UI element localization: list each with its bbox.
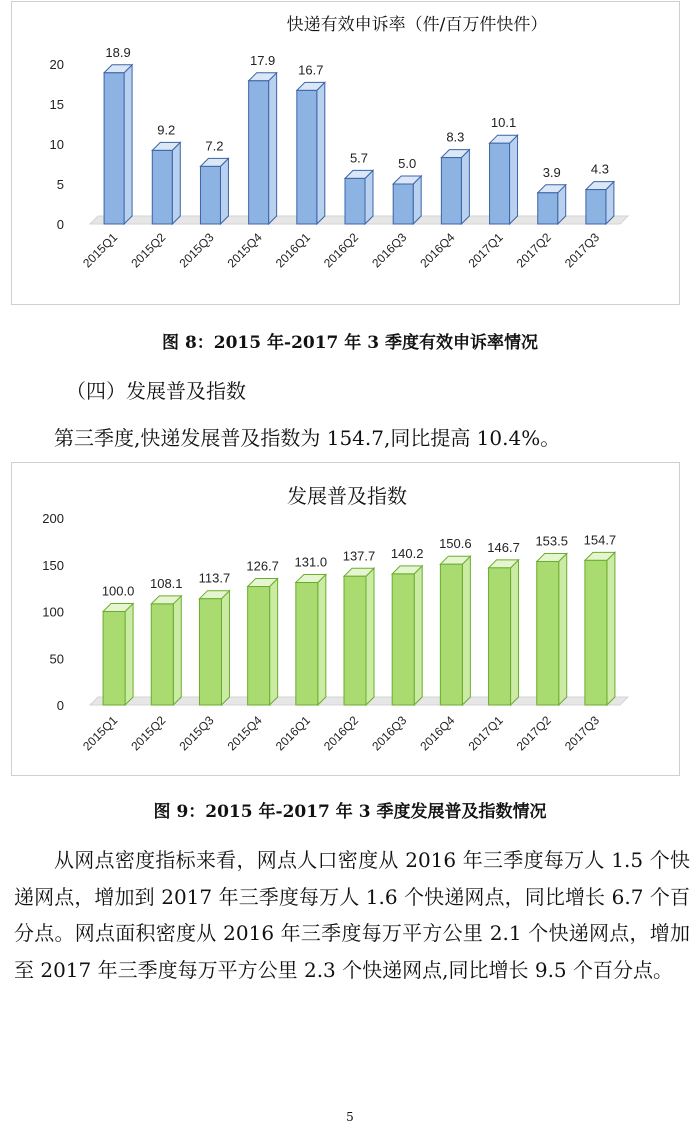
bar-2015Q1 [104, 65, 132, 224]
y-tick-label: 100 [42, 604, 64, 620]
x-tick-label: 2015Q3 [176, 713, 217, 754]
bar-front [297, 90, 317, 224]
x-tick-label: 2016Q2 [321, 230, 362, 271]
data-label: 108.1 [149, 575, 183, 591]
x-tick-label: 2015Q1 [80, 230, 121, 271]
bar-side [172, 142, 180, 224]
x-tick-label: 2015Q4 [224, 713, 265, 754]
x-tick-label: 2017Q3 [561, 230, 603, 271]
bar-front [538, 193, 558, 224]
bar-side [220, 158, 228, 224]
x-tick-label: 2016Q2 [321, 713, 362, 754]
bar-front [440, 564, 462, 705]
paragraph-network-density: 从网点密度指标来看，网点人口密度从 2016 年三季度每万人 1.5 个快递网点，增加到 2017 年三季度每万人 1.6 个快递网点，同比增长 6.7 个百分点。网点面积密度从 2016 年三季度每万平方公里 2.1 个快递网点，增加至 2017 年三季度每万平方公里 2.3 个快递网点,同比增长 9.5 个百分点。 [14, 848, 690, 982]
development-index-chart [11, 462, 680, 776]
bar-side [318, 575, 326, 705]
data-label: 16.7 [298, 62, 324, 78]
bar-front [249, 81, 269, 224]
bar-2015Q3 [199, 591, 229, 705]
x-tick-label: 2015Q4 [224, 230, 265, 271]
bar-2016Q4 [440, 556, 470, 705]
bar-2015Q4 [249, 73, 277, 224]
section-heading: （四）发展普及指数 [66, 379, 246, 403]
bar-side [125, 604, 133, 706]
data-label: 113.7 [198, 570, 231, 586]
complaint-rate-chart [11, 1, 680, 305]
figure-9-caption: 图 9：2015 年-2017 年 3 季度发展普及指数情况 [153, 802, 547, 822]
y-tick-label: 150 [42, 557, 64, 573]
bar-2016Q4 [441, 150, 469, 224]
bar-front [585, 560, 607, 705]
bar-front [537, 561, 559, 705]
x-tick-label: 2017Q3 [561, 713, 603, 754]
bar-front [200, 166, 220, 224]
bar-2017Q3 [586, 182, 614, 224]
bar-2015Q3 [200, 158, 228, 224]
data-label: 137.7 [342, 548, 376, 564]
bar-2017Q1 [490, 135, 518, 224]
page-number: 5 [346, 1110, 354, 1124]
x-tick-label: 2017Q1 [465, 713, 506, 754]
bar-front [103, 612, 125, 706]
x-tick-label: 2015Q2 [128, 230, 169, 271]
bar-2016Q3 [393, 176, 421, 224]
bar-2016Q1 [296, 575, 326, 705]
bar-front [152, 150, 172, 224]
bar-2016Q3 [392, 566, 422, 705]
bar-front [490, 143, 510, 224]
bar-side [461, 150, 469, 224]
bar-front [199, 599, 221, 705]
bar-side [317, 82, 325, 224]
bar-side [559, 553, 567, 705]
data-label: 5.7 [349, 150, 369, 166]
bar-front [248, 587, 270, 705]
x-tick-label: 2016Q1 [272, 713, 313, 754]
data-label: 150.6 [439, 536, 472, 552]
bar-side [462, 556, 470, 705]
x-tick-label: 2016Q4 [417, 230, 458, 271]
data-label: 140.2 [390, 545, 424, 561]
data-label: 7.2 [205, 138, 224, 154]
x-tick-label: 2016Q4 [417, 713, 458, 754]
bar-side [366, 568, 374, 705]
bar-front [586, 190, 606, 224]
bar-side [270, 579, 278, 705]
y-tick-label: 50 [49, 651, 64, 667]
complaint-rate-chart-svg [12, 2, 681, 306]
data-label: 146.7 [487, 539, 520, 555]
figure-8-caption: 图 8：2015 年-2017 年 3 季度有效申诉率情况 [162, 333, 538, 353]
bar-front [296, 583, 318, 705]
data-label: 10.1 [490, 115, 517, 131]
bar-side [269, 73, 277, 224]
bar-side [221, 591, 229, 705]
x-tick-label: 2017Q1 [465, 230, 506, 271]
development-index-chart-svg [12, 463, 681, 777]
data-label: 126.7 [246, 558, 279, 574]
paragraph-index-summary: 第三季度,快递发展普及指数为 154.7,同比提高 10.4%。 [54, 426, 561, 450]
chart-title: 快递有效申诉率（件/百万件快件） [286, 15, 548, 35]
bar-front [104, 73, 124, 224]
y-tick-label: 200 [42, 511, 64, 526]
bar-side [414, 566, 422, 705]
bar-2017Q2 [537, 553, 567, 705]
bar-side [510, 135, 518, 224]
bar-2015Q1 [103, 604, 133, 706]
bar-side [511, 560, 519, 705]
bar-2016Q1 [297, 82, 325, 224]
bar-side [173, 596, 181, 705]
bar-side [124, 65, 132, 224]
data-label: 131.0 [294, 554, 328, 570]
data-label: 4.3 [590, 161, 609, 177]
bar-2015Q2 [151, 596, 181, 705]
bar-2016Q2 [345, 170, 373, 224]
data-label: 17.9 [249, 52, 276, 68]
y-tick-label: 5 [56, 177, 64, 192]
bar-front [489, 568, 511, 705]
y-tick-label: 15 [49, 97, 64, 112]
bar-front [392, 574, 414, 705]
bar-2017Q2 [538, 185, 566, 224]
y-tick-label: 0 [56, 217, 64, 232]
chart-title: 发展普及指数 [287, 484, 407, 508]
x-tick-label: 2017Q2 [513, 713, 554, 754]
x-tick-label: 2017Q2 [513, 230, 554, 271]
x-tick-label: 2016Q3 [369, 230, 410, 271]
bar-2017Q1 [489, 560, 519, 705]
data-label: 18.9 [105, 44, 131, 60]
bar-front [441, 158, 461, 224]
bar-front [345, 178, 365, 224]
x-tick-label: 2015Q2 [128, 713, 169, 754]
y-tick-label: 10 [49, 137, 64, 152]
bar-2017Q3 [585, 552, 615, 705]
x-tick-label: 2015Q1 [80, 713, 121, 754]
data-label: 5.0 [398, 156, 417, 171]
bar-front [393, 184, 413, 224]
bar-2015Q2 [152, 142, 180, 224]
y-tick-label: 0 [56, 698, 64, 713]
data-label: 100.0 [101, 583, 135, 599]
x-tick-label: 2016Q1 [272, 230, 313, 271]
bar-front [151, 604, 173, 705]
x-tick-label: 2015Q3 [176, 230, 217, 271]
data-label: 154.7 [583, 532, 617, 548]
bar-front [344, 576, 366, 705]
bar-2016Q2 [344, 568, 374, 705]
bar-side [607, 552, 615, 705]
bar-side [365, 170, 373, 224]
data-label: 3.9 [542, 164, 561, 180]
data-label: 9.2 [157, 122, 176, 138]
data-label: 8.3 [446, 129, 465, 145]
x-tick-label: 2016Q3 [369, 713, 410, 754]
y-tick-label: 20 [49, 57, 64, 72]
data-label: 153.5 [535, 533, 569, 549]
bar-2015Q4 [248, 579, 278, 705]
